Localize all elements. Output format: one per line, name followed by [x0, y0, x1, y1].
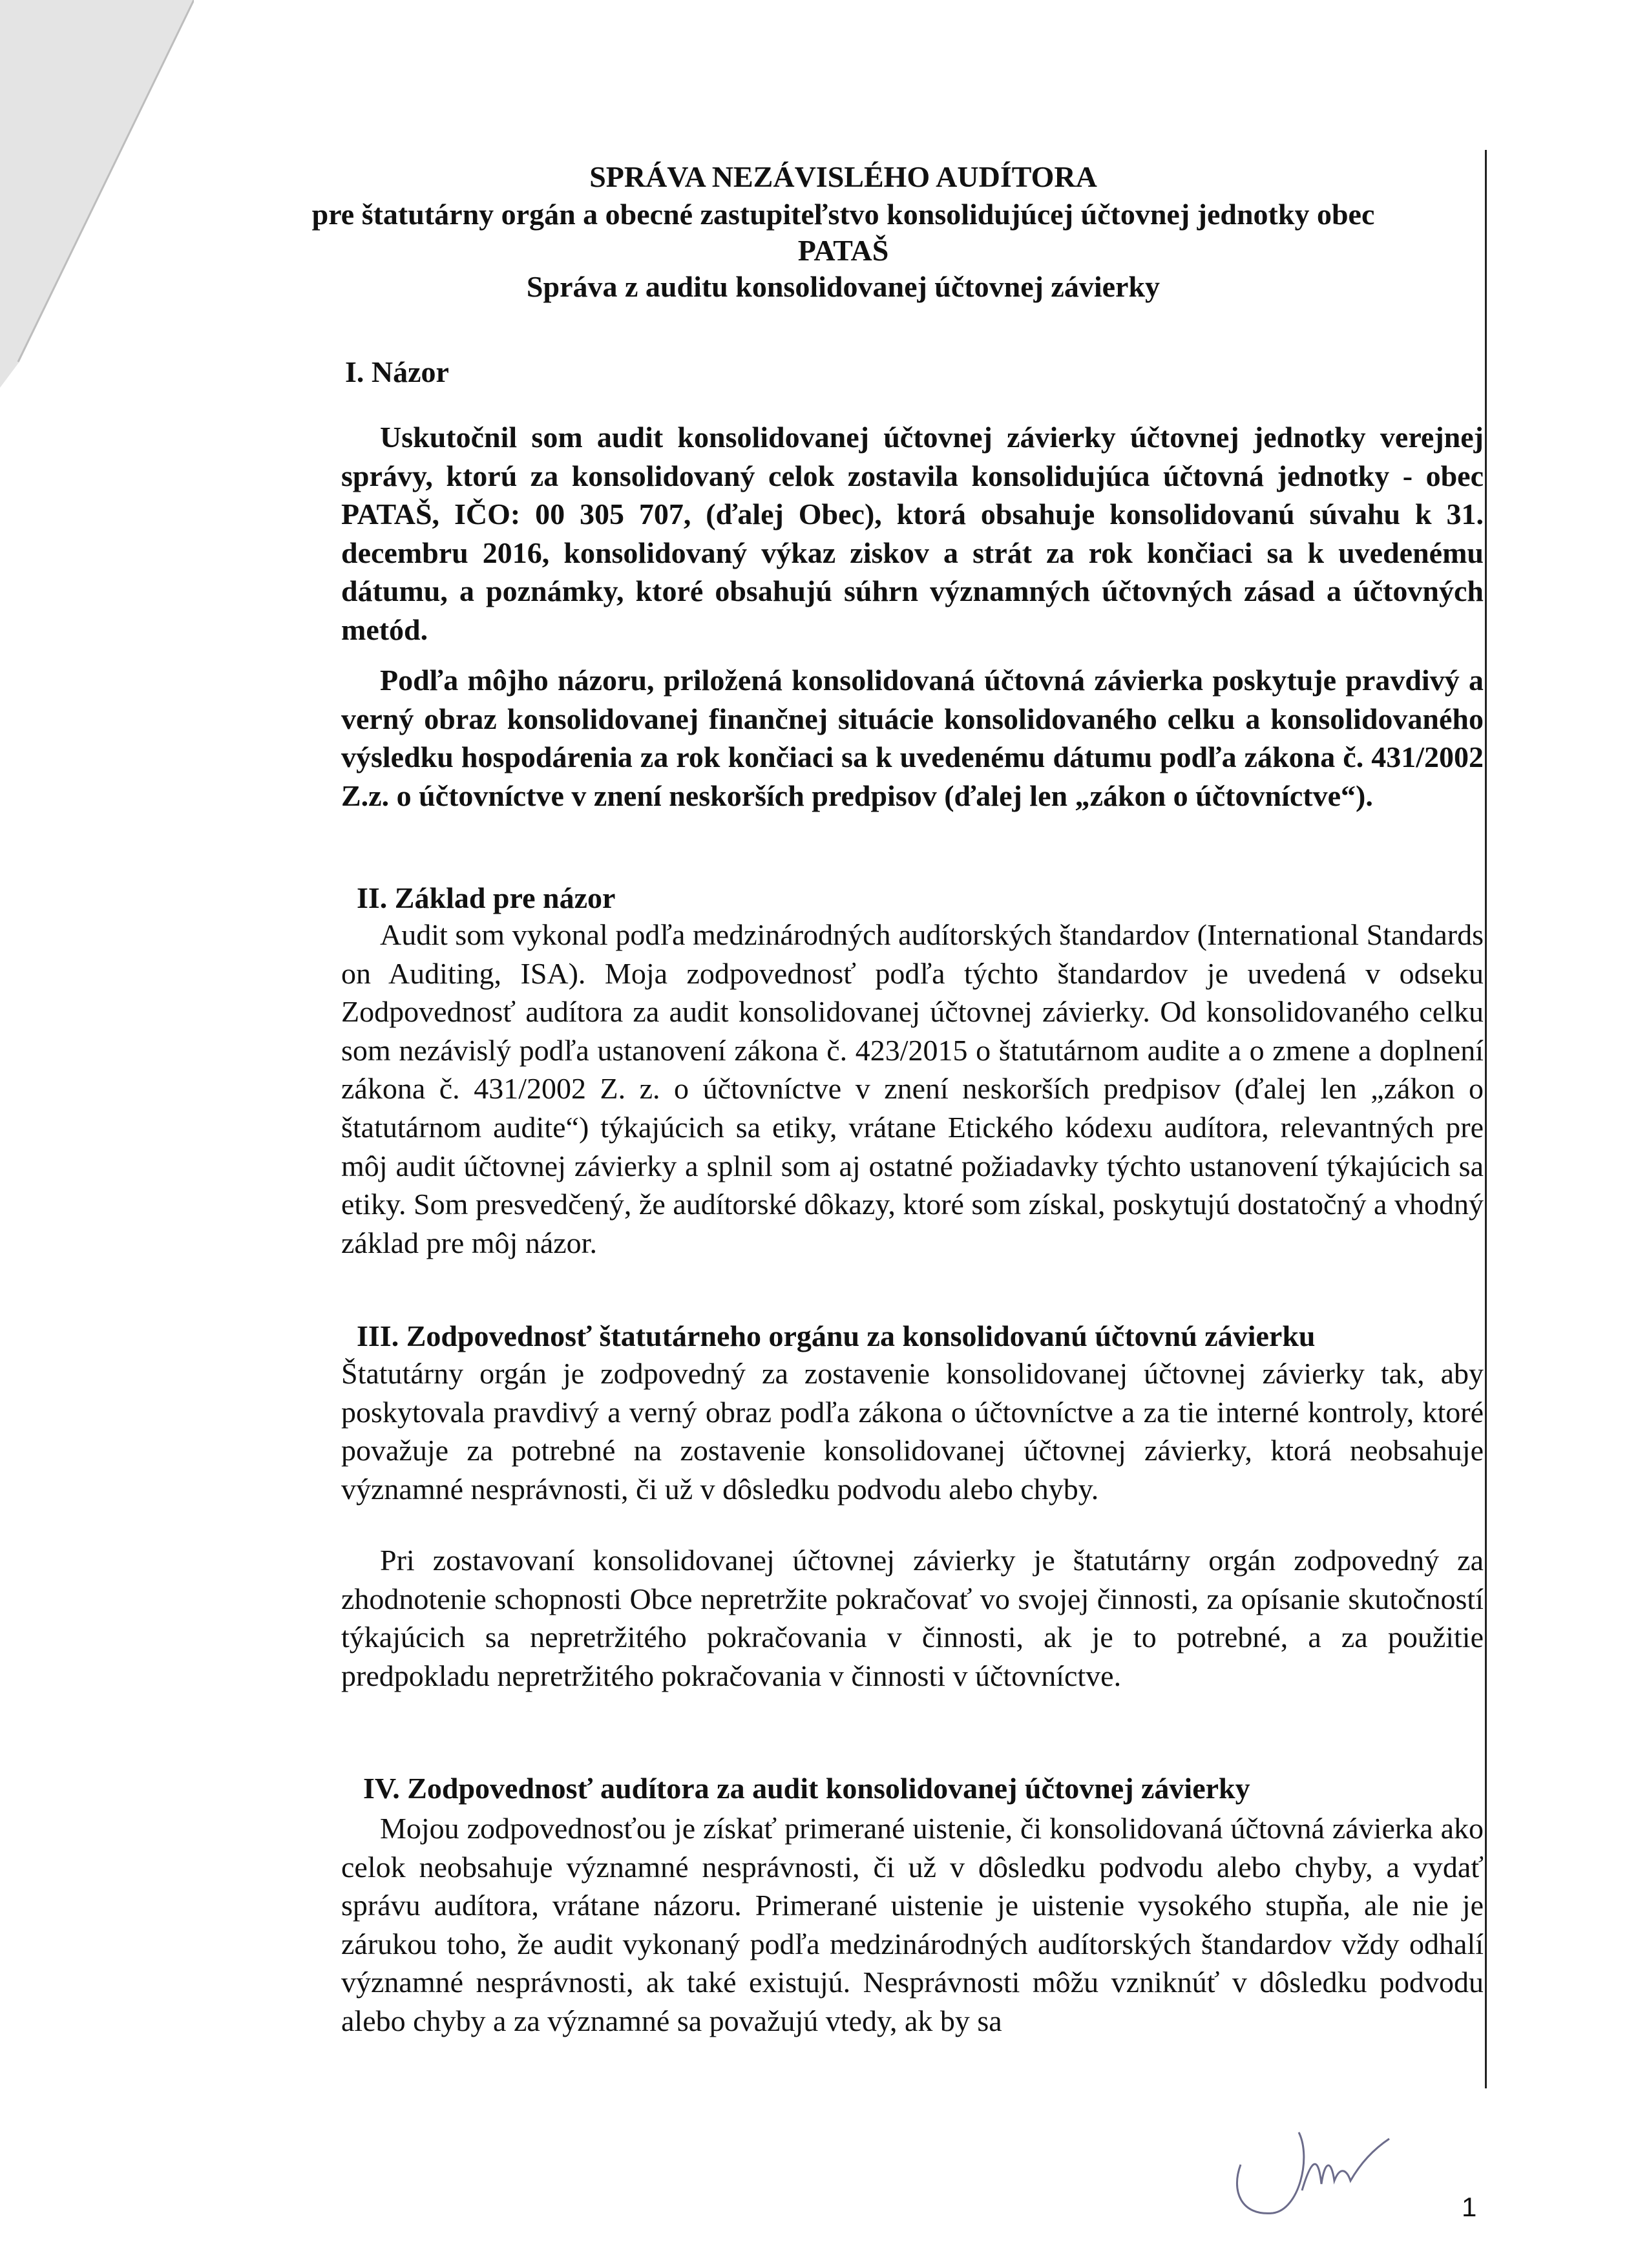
right-margin-rule [1485, 150, 1487, 2088]
section-2-heading: II. Základ pre názor [357, 881, 616, 914]
section-4-heading: IV. Zodpovednosť audítora za audit konsolidovanej účtovnej závierky [363, 1772, 1250, 1805]
report-title: SPRÁVA NEZÁVISLÉHO AUDÍTORA [589, 160, 1097, 193]
report-addressee: pre štatutárny orgán a obecné zastupiteľstvo konsolidujúcej účtovnej jednotky obec [311, 198, 1375, 231]
section-1-heading: I. Názor [345, 355, 449, 388]
section-1-paragraph-2: Podľa môjho názoru, priložená konsolidovaná účtovná závierka poskytuje pravdivý a verný obraz konsolidovanej finančnej situácie konsolidovaného celku a konsolidovaného výsledku hospodárenia za rok končiaci sa k uvedenému dátumu podľa zákona č. 431/2002 Z.z. o účtovníctve v znení neskorších predpisov (ďalej len „zákon o účtovníctve“). [341, 664, 1484, 812]
scan-edge-shadow [0, 0, 194, 388]
auditor-signature [1228, 2119, 1409, 2236]
municipality-name: PATAŠ [797, 234, 889, 267]
section-3-heading: III. Zodpovednosť štatutárneho orgánu za konsolidovanú účtovnú závierku [357, 1319, 1316, 1352]
page-number: 1 [1462, 2192, 1477, 2222]
section-3-paragraph-1: Štatutárny orgán je zodpovedný za zostavenie konsolidovanej účtovnej závierky tak, aby poskytovala pravdivý a verný obraz podľa zákona o účtovníctve a za tie interné kontroly, ktoré považuje za potrebné na zostavenie konsolidovanej účtovnej závierky, ktorá neobsahuje významné nesprávnosti, či už v dôsledku podvodu alebo chyby. [341, 1357, 1484, 1506]
section-3-paragraph-2: Pri zostavovaní konsolidovanej účtovnej závierky je štatutárny orgán zodpovedný za zhodnotenie schopnosti Obce nepretržite pokračovať vo svojej činnosti, za opísanie skutočností týkajúcich sa nepretržitého pokračovania v činnosti, ak je to potrebné, a za použitie predpokladu nepretržitého pokračovania v činnosti v účtovníctve. [341, 1544, 1484, 1692]
section-1-paragraph-1: Uskutočnil som audit konsolidovanej účtovnej závierky účtovnej jednotky verejnej správy, ktorú za konsolidovaný celok zostavila konsolidujúca účtovná jednotky - obec PATAŠ, IČO: 00 305 707, (ďalej Obec), ktorá obsahuje konsolidovanú súvahu k 31. decembru 2016, konsolidovaný výkaz ziskov a strát za rok končiaci sa k uvedenému dátumu, a poznámky, ktoré obsahujú súhrn významných účtovných zásad a účtovných metód. [341, 421, 1484, 646]
report-subtitle: Správa z auditu konsolidovanej účtovnej závierky [526, 270, 1161, 303]
section-2-paragraph-1: Audit som vykonal podľa medzinárodných audítorských štandardov (International Standards on Auditing, ISA). Moja zodpovednosť podľa týchto štandardov je uvedená v odseku Zodpovednosť audítora za audit konsolidovanej účtovnej závierky. Od konsolidovaného celku som nezávislý podľa ustanovení zákona č. 423/2015 o štatutárnom audite a o zmene a doplnení zákona č. 431/2002 Z. z. o účtovníctve v znení neskorších predpisov (ďalej len „zákon o štatutárnom audite“) týkajúcich sa etiky, vrátane Etického kódexu audítora, relevantných pre môj audit účtovnej závierky a splnil som aj ostatné požiadavky týchto ustanovení týkajúcich sa etiky. Som presvedčený, že audítorské dôkazy, ktoré som získal, poskytujú dostatočný a vhodný základ pre môj názor. [341, 918, 1484, 1259]
section-4-paragraph-1: Mojou zodpovednosťou je získať primerané uistenie, či konsolidovaná účtovná závierka ako celok neobsahuje významné nesprávnosti, či už v dôsledku podvodu alebo chyby, a vydať správu audítora, vrátane názoru. Primerané uistenie je uistenie vysokého stupňa, ale nie je zárukou toho, že audit vykonaný podľa medzinárodných audítorských štandardov vždy odhalí významné nesprávnosti, ak také existujú. Nesprávnosti môžu vzniknúť v dôsledku podvodu alebo chyby a za významné sa považujú vtedy, ak by sa [341, 1812, 1484, 2037]
